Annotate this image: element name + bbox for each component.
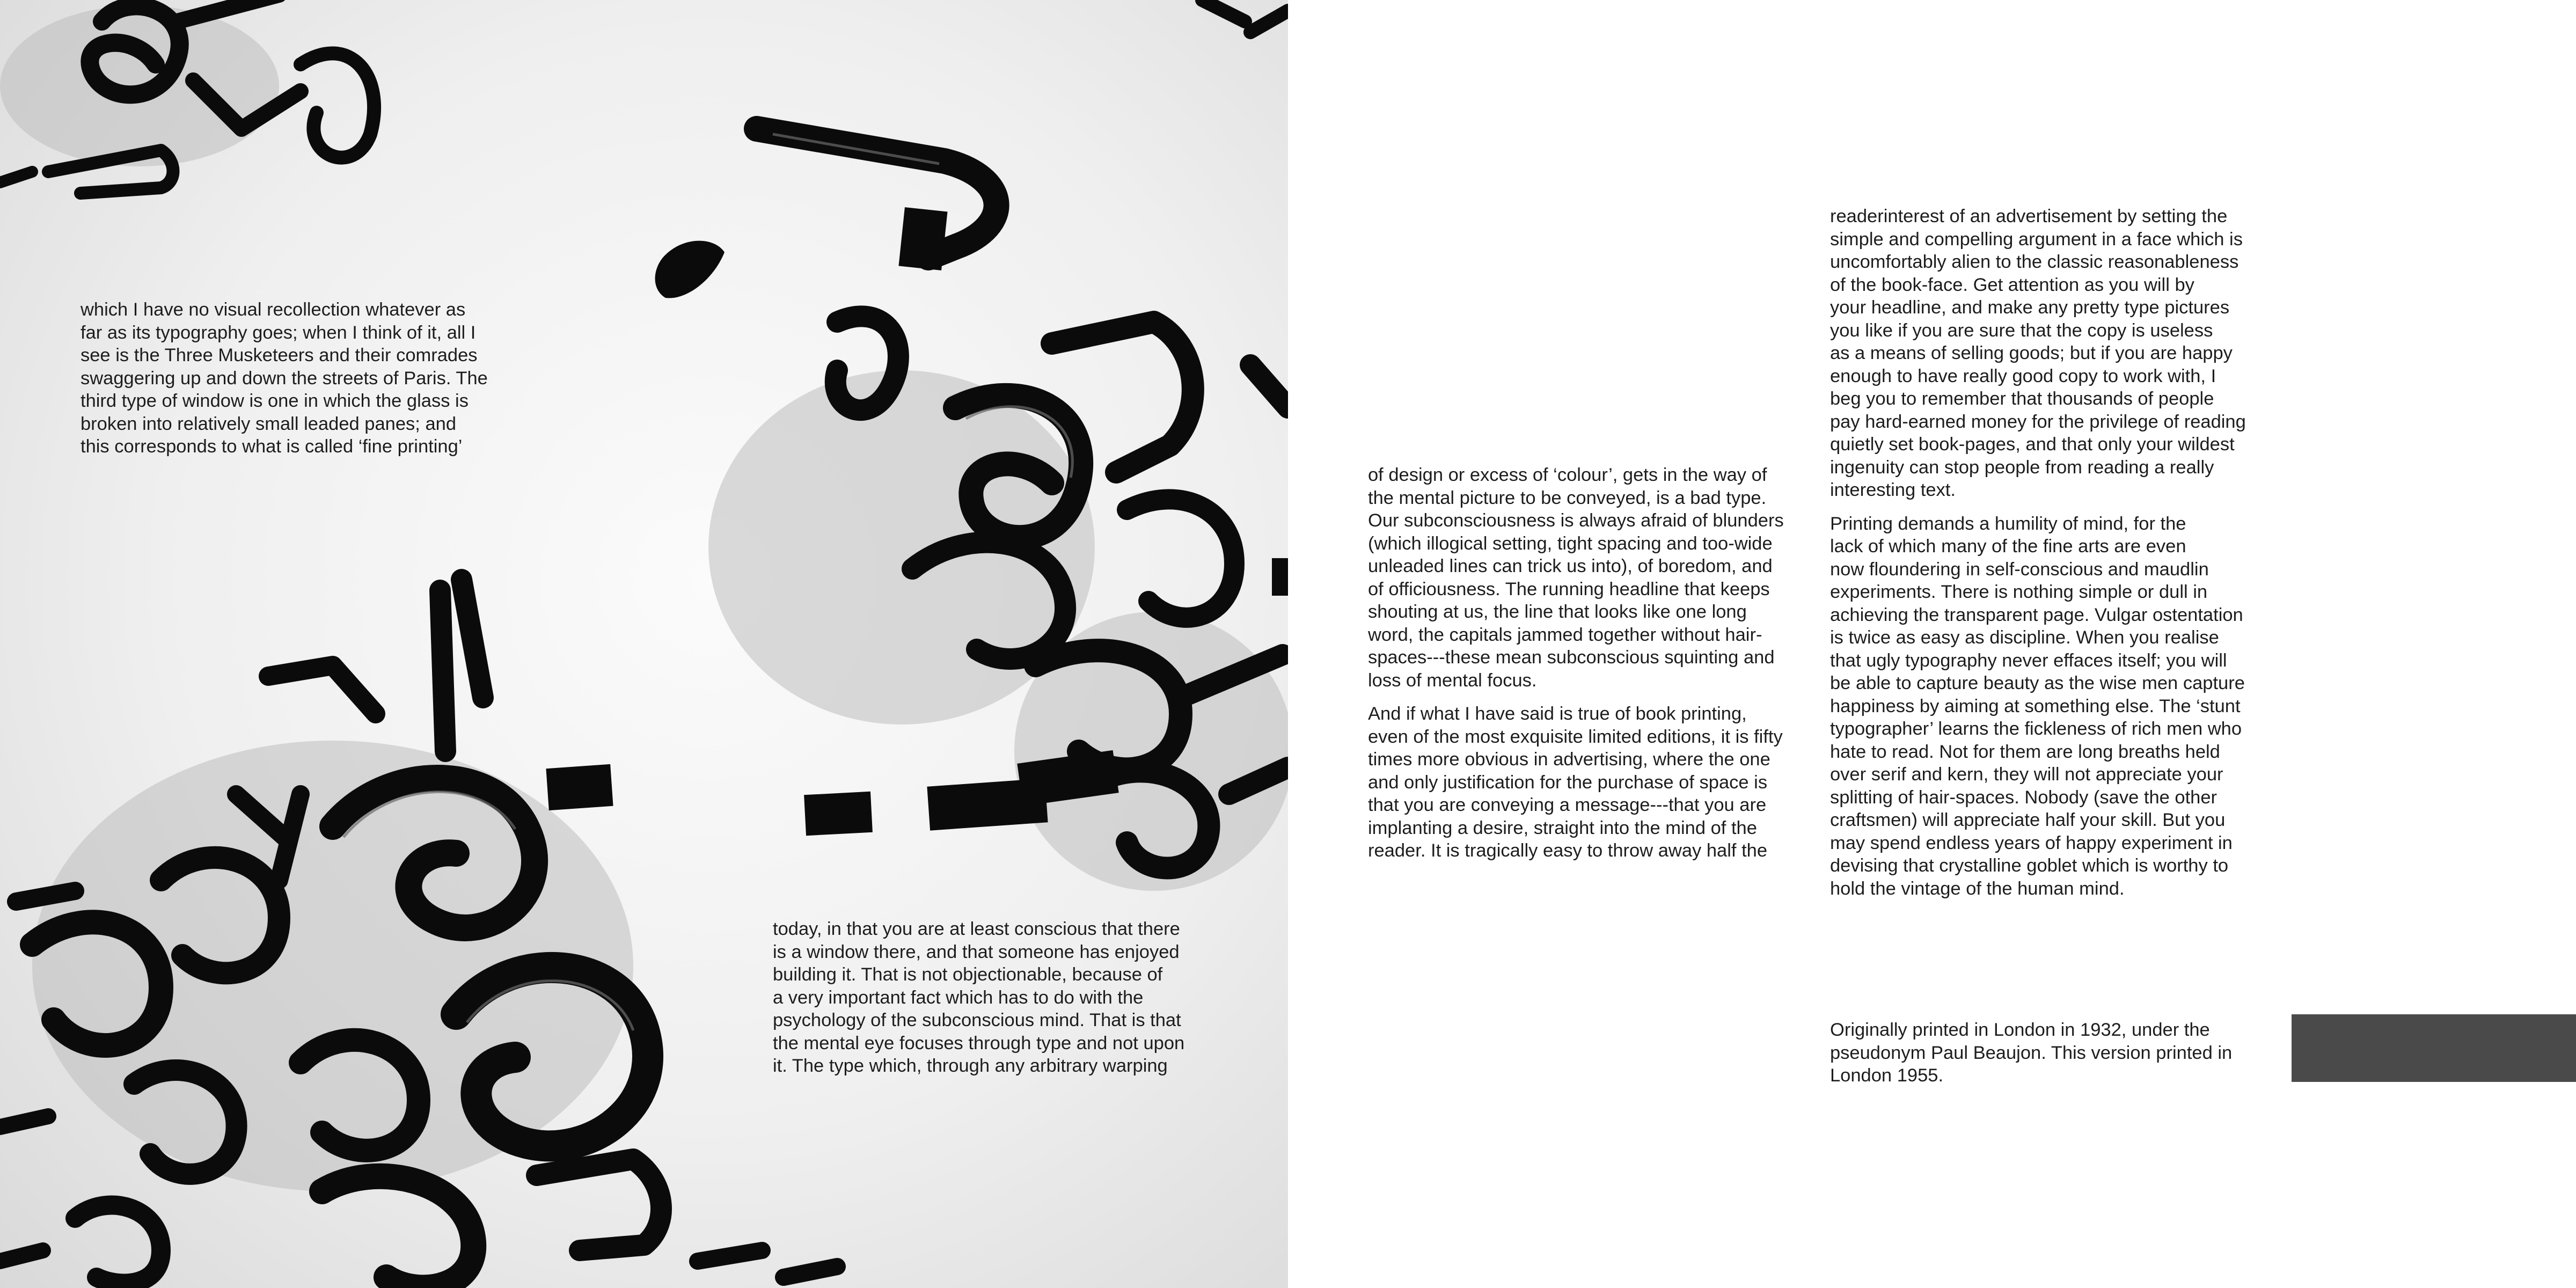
text-line: spaces---these mean subconscious squinting and [1368, 647, 1775, 668]
paragraph [1830, 205, 2246, 502]
text-line: psychology of the subconscious mind. That is that [773, 1010, 1181, 1030]
text-line: is twice as easy as discipline. When you realise [1830, 627, 2219, 648]
text-line: beg you to remember that thousands of people [1830, 389, 2214, 409]
decorative-gray-bar [2292, 1014, 2576, 1082]
text-line: And if what I have said is true of book printing, [1368, 704, 1747, 724]
text-line: building it. That is not objectionable, because of [773, 964, 1163, 985]
text-line: swaggering up and down the streets of Paris. The [80, 368, 488, 389]
text-line: Our subconsciousness is always afraid of blunders [1368, 510, 1784, 531]
text-line: Originally printed in London in 1932, under the [1830, 1020, 2210, 1040]
text-line: the mental eye focuses through type and not upon [773, 1033, 1185, 1053]
text-line: of design or excess of ‘colour’, gets in the way of [1368, 465, 1767, 485]
text-line: craftsmen) will appreciate half your skill. But you [1830, 810, 2226, 830]
text-line: and only justification for the purchase of space is [1368, 772, 1768, 793]
text-line: Printing demands a humility of mind, for the [1830, 513, 2186, 534]
text-line: uncomfortably alien to the classic reasonableness [1830, 252, 2239, 272]
text-line: over serif and kern, they will not appreciate your [1830, 764, 2223, 785]
paragraph [1830, 513, 2246, 901]
text-line: word, the capitals jammed together without hair- [1368, 624, 1762, 645]
text-line: enough to have really good copy to work with, I [1830, 365, 2216, 386]
text-line: shouting at us, the line that looks like one long [1368, 602, 1747, 622]
text-line: your headline, and make any pretty type pictures [1830, 297, 2230, 318]
text-line: pseudonym Paul Beaujon. This version printed in [1830, 1042, 2233, 1063]
text-line: reader. It is tragically easy to throw away half the [1368, 840, 1768, 861]
text-line: lack of which many of the fine arts are even [1830, 536, 2186, 557]
text-line: this corresponds to what is called ‘fine printing’ [80, 436, 463, 457]
left-text-bottom [773, 918, 1184, 1078]
text-line: (which illogical setting, tight spacing and too-wide [1368, 533, 1773, 554]
left-text-top [80, 298, 488, 458]
text-line: of the book-face. Get attention as you will by [1830, 274, 2194, 295]
text-line: ingenuity can stop people from reading a really [1830, 457, 2214, 478]
text-line: a very important fact which has to do with the [773, 987, 1144, 1008]
text-line: far as its typography goes; when I think of it, all I [80, 322, 476, 343]
text-line: simple and compelling argument in a face which is [1830, 229, 2243, 250]
text-line: which I have no visual recollection whatever as [80, 299, 466, 320]
text-line: devising that crystalline goblet which is worthy to [1830, 855, 2229, 876]
text-line: that you are conveying a message---that you are [1368, 795, 1767, 815]
text-line: pay hard-earned money for the privilege of reading [1830, 411, 2246, 432]
colophon [1830, 1019, 2232, 1087]
paragraph [1368, 702, 1784, 862]
text-line: is a window there, and that someone has enjoyed [773, 941, 1180, 962]
text-line: you like if you are sure that the copy is useless [1830, 320, 2213, 341]
text-line: happiness by aiming at something else. The ‘stunt [1830, 696, 2241, 716]
text-line: hold the vintage of the human mind. [1830, 878, 2125, 899]
text-line: readerinterest of an advertisement by setting the [1830, 206, 2228, 226]
text-line: times more obvious in advertising, where the one [1368, 749, 1770, 770]
text-line: it. The type which, through any arbitrary warping [773, 1056, 1168, 1076]
right-column-2 [1830, 205, 2246, 900]
text-line: that ugly typography never effaces itself; you will [1830, 650, 2227, 671]
text-line: experiments. There is nothing simple or dull in [1830, 582, 2208, 602]
text-line: the mental picture to be conveyed, is a bad type. [1368, 487, 1767, 508]
text-line: see is the Three Musketeers and their comrades [80, 345, 478, 365]
text-line: today, in that you are at least conscious that there [773, 919, 1180, 939]
right-column-1 [1368, 464, 1784, 862]
text-line: third type of window is one in which the glass is [80, 391, 469, 411]
text-line: broken into relatively small leaded panes; and [80, 413, 457, 434]
text-line: be able to capture beauty as the wise men capture [1830, 673, 2245, 693]
text-line: interesting text. [1830, 480, 1956, 500]
text-line: loss of mental focus. [1368, 670, 1537, 691]
paragraph [1368, 464, 1784, 692]
text-line: unleaded lines can trick us into), of boredom, and [1368, 556, 1773, 576]
text-line: hate to read. Not for them are long breaths held [1830, 741, 2220, 762]
text-line: even of the most exquisite limited editions, it is fifty [1368, 726, 1783, 747]
text-line: now floundering in self-conscious and maudlin [1830, 559, 2209, 580]
text-line: achieving the transparent page. Vulgar ostentation [1830, 604, 2243, 625]
text-line: typographer’ learns the fickleness of rich men who [1830, 719, 2242, 739]
text-line: London 1955. [1830, 1065, 1944, 1086]
text-line: splitting of hair-spaces. Nobody (save the other [1830, 787, 2218, 808]
text-line: as a means of selling goods; but if you are happy [1830, 343, 2233, 363]
text-line: implanting a desire, straight into the mind of the [1368, 817, 1757, 838]
text-line: of officiousness. The running headline that keeps [1368, 579, 1770, 599]
text-line: may spend endless years of happy experiment in [1830, 832, 2233, 853]
text-line: quietly set book-pages, and that only your wildest [1830, 434, 2235, 455]
